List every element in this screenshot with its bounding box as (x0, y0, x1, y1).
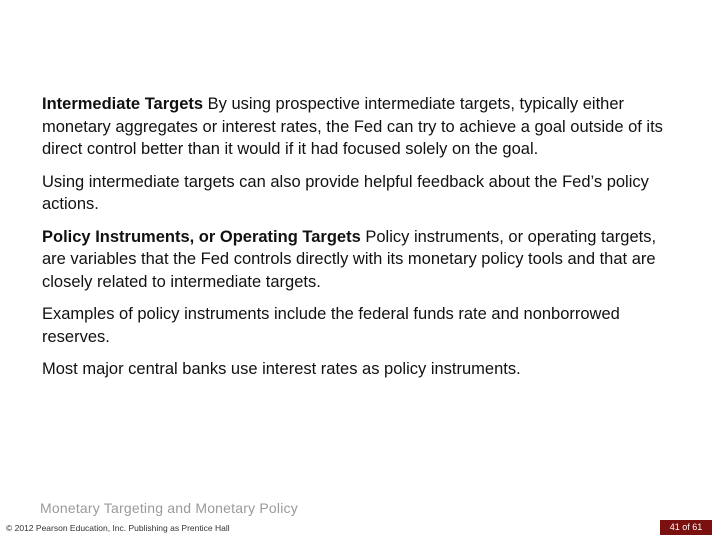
paragraph-text: Using intermediate targets can also provide helpful feedback about the Fed’s policy actions. (42, 172, 649, 213)
paragraph-central-banks (42, 358, 672, 381)
slide-body (42, 93, 672, 391)
footer-section-title: Monetary Targeting and Monetary Policy (40, 500, 298, 516)
paragraph-examples (42, 303, 672, 348)
term-intermediate-targets: Intermediate Targets (42, 95, 204, 113)
paragraph-text: Most major central banks use interest rates as policy instruments. (42, 360, 521, 378)
paragraph-text: By using prospective intermediate targets, typically either monetary aggregates or interest rates, the Fed can try to achieve a goal outside of its direct control better than it would if it had focused solely on the goal. (42, 95, 663, 158)
paragraph-intermediate-targets (42, 93, 672, 161)
paragraph-text: Examples of policy instruments include the federal funds rate and nonborrowed reserves. (42, 305, 620, 346)
paragraph-policy-instruments (42, 226, 672, 294)
footer-copyright: © 2012 Pearson Education, Inc. Publishing as Prentice Hall (6, 523, 230, 533)
term-policy-instruments: Policy Instruments, or Operating Targets (42, 227, 361, 246)
paragraph-text: Policy instruments, or operating targets, are variables that the Fed controls directly with its monetary policy tools and that are closely related to intermediate targets. (42, 227, 657, 291)
page-number-badge: 41 of 61 (660, 520, 712, 535)
paragraph-feedback (42, 171, 672, 216)
